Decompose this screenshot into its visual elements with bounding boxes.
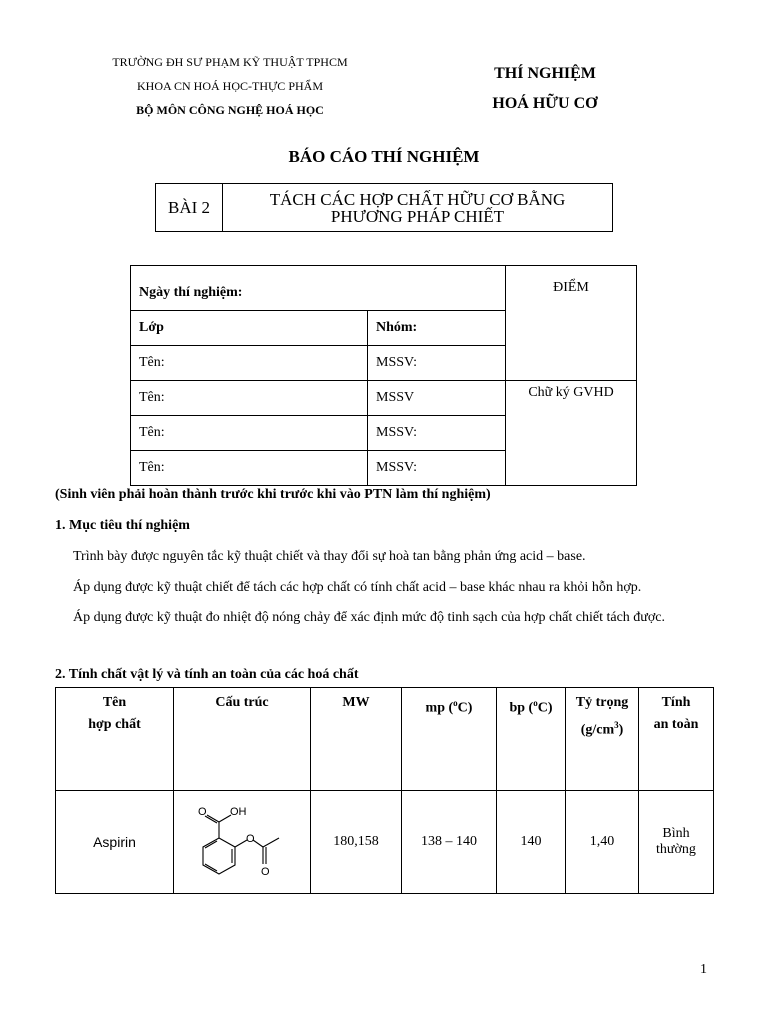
safety-value: Bình thường bbox=[639, 791, 714, 894]
col-header-safety bbox=[639, 688, 714, 791]
school-name: TRƯỜNG ĐH SƯ PHẠM KỸ THUẬT TPHCM bbox=[112, 55, 348, 69]
density-exponent: 3 bbox=[614, 720, 619, 730]
student-name-label[interactable]: Tên: bbox=[131, 381, 368, 416]
student-id-label[interactable]: MSSV bbox=[368, 381, 506, 416]
score-cell bbox=[506, 266, 637, 381]
group-field-label[interactable]: Nhóm: bbox=[368, 311, 506, 346]
density-prefix: (g/cm bbox=[580, 722, 615, 738]
aspirin-structure-diagram bbox=[187, 800, 297, 884]
date-field-label[interactable]: Ngày thí nghiệm: bbox=[131, 266, 506, 311]
student-name-label[interactable]: Tên: bbox=[131, 451, 368, 486]
lesson-box bbox=[155, 183, 613, 232]
col-header-density bbox=[566, 688, 639, 791]
institution-header bbox=[60, 56, 400, 128]
signature-label: Chữ ký GVHD bbox=[528, 385, 614, 400]
objective-paragraph: Trình bày được nguyên tắc kỹ thuật chiết và thay đổi sự hoà tan bằng phản ứng acid – base. bbox=[73, 549, 586, 564]
mp-prefix: mp ( bbox=[425, 700, 454, 716]
signature-cell bbox=[506, 381, 637, 486]
objective-paragraph: Áp dụng được kỹ thuật đo nhiệt độ nóng chảy để xác định mức độ tinh sạch của hợp chất chiết tách được. bbox=[73, 610, 665, 625]
score-label: ĐIỂM bbox=[553, 280, 589, 295]
properties-table bbox=[55, 687, 714, 894]
col-header-name-line2: hợp chất bbox=[88, 717, 141, 732]
density-value: 1,40 bbox=[566, 791, 639, 894]
department-name: BỘ MÔN CÔNG NGHỆ HOÁ HỌC bbox=[136, 103, 324, 117]
lesson-number: BÀI 2 bbox=[156, 184, 223, 232]
col-header-mw: MW bbox=[311, 688, 402, 791]
degree-mark: o bbox=[453, 698, 458, 708]
lesson-title bbox=[223, 184, 613, 232]
mp-suffix: C) bbox=[457, 700, 473, 716]
compound-name: Aspirin bbox=[56, 791, 174, 894]
density-line1: Tỷ trọng bbox=[575, 695, 629, 710]
mw-value: 180,158 bbox=[311, 791, 402, 894]
course-title-line2: HOÁ HỮU CƠ bbox=[492, 95, 598, 112]
structure-cell bbox=[174, 791, 311, 894]
prelab-note: (Sinh viên phải hoàn thành trước khi trước khi vào PTN làm thí nghiệm) bbox=[55, 487, 491, 502]
bp-prefix: bp ( bbox=[509, 700, 534, 716]
degree-mark: o bbox=[533, 698, 538, 708]
table-row bbox=[56, 791, 714, 894]
student-id-label[interactable]: MSSV: bbox=[368, 416, 506, 451]
ester-oxygen-label: O bbox=[246, 833, 255, 845]
lesson-title-line1: TÁCH CÁC HỢP CHẤT HỮU CƠ BẰNG bbox=[269, 189, 566, 209]
col-header-bp bbox=[497, 688, 566, 791]
col-header-mp bbox=[402, 688, 497, 791]
density-suffix: ) bbox=[618, 722, 624, 738]
student-name-label[interactable]: Tên: bbox=[131, 416, 368, 451]
density-line2 bbox=[569, 714, 635, 742]
carbonyl-oxygen-label: O bbox=[198, 806, 207, 818]
acetyl-oxygen-label: O bbox=[261, 866, 270, 878]
bp-value: 140 bbox=[497, 791, 566, 894]
section1-heading: 1. Mục tiêu thí nghiệm bbox=[55, 518, 190, 533]
mp-value: 138 – 140 bbox=[402, 791, 497, 894]
safety-line1: Tính bbox=[661, 695, 691, 710]
lesson-title-line2: PHƯƠNG PHÁP CHIẾT bbox=[330, 206, 505, 226]
hydroxyl-label: OH bbox=[230, 806, 247, 818]
course-title bbox=[445, 66, 645, 126]
report-title: BÁO CÁO THÍ NGHIỆM bbox=[288, 147, 480, 166]
col-header-name-line1: Tên bbox=[102, 695, 127, 710]
course-title-line1: THÍ NGHIỆM bbox=[494, 65, 596, 82]
bp-suffix: C) bbox=[537, 700, 553, 716]
student-info-table bbox=[130, 265, 637, 486]
faculty-name: KHOA CN HOÁ HỌC-THỰC PHẨM bbox=[137, 79, 323, 93]
page-number: 1 bbox=[700, 962, 707, 977]
col-header-structure: Cấu trúc bbox=[174, 688, 311, 791]
col-header-name bbox=[56, 688, 174, 791]
safety-line2: an toàn bbox=[653, 717, 699, 732]
class-field-label[interactable]: Lớp bbox=[131, 311, 368, 346]
student-id-label[interactable]: MSSV: bbox=[368, 346, 506, 381]
student-name-label[interactable]: Tên: bbox=[131, 346, 368, 381]
section2-heading: 2. Tính chất vật lý và tính an toàn của các hoá chất bbox=[55, 667, 359, 682]
student-id-label[interactable]: MSSV: bbox=[368, 451, 506, 486]
objective-paragraph: Áp dụng được kỹ thuật chiết để tách các hợp chất có tính chất acid – base khác nhau ra khỏi hỗn hợp. bbox=[73, 580, 642, 595]
table-header-row bbox=[56, 688, 714, 791]
